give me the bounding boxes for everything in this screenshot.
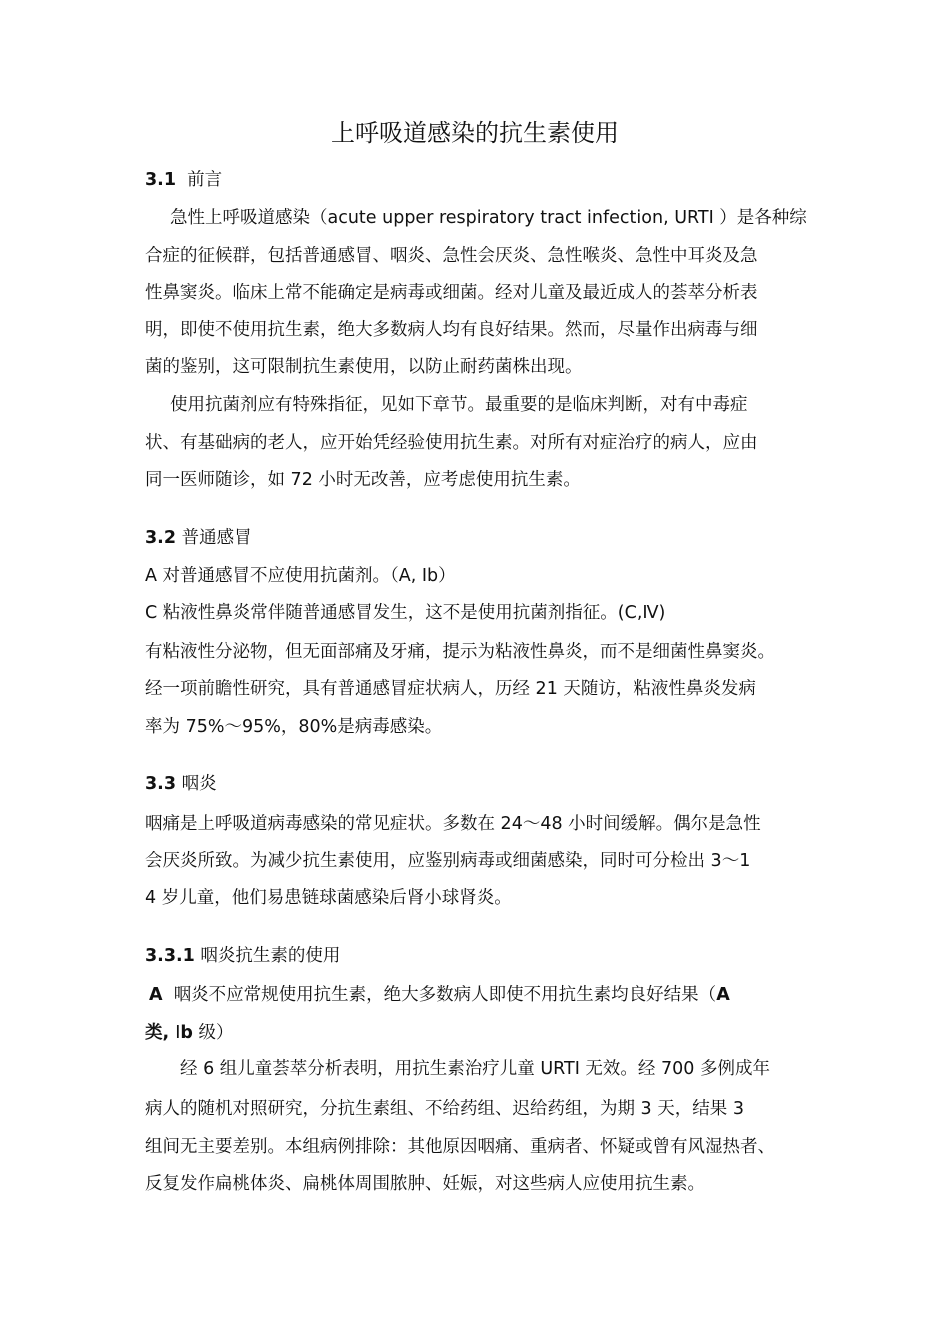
paragraph-line: 状、有基础病的老人，应开始凭经验使用抗生素。对所有对症治疗的病人，应由 — [145, 433, 758, 453]
section-heading-3-2 — [145, 525, 252, 551]
paragraph-line: 使用抗菌剂应有特殊指征，见如下章节。最重要的是临床判断，对有中毒症 — [170, 395, 748, 415]
paragraph-line: 经 6 组儿童荟萃分析表明，用抗生素治疗儿童 URTI 无效。经 700 多例成年 — [180, 1059, 770, 1079]
section-number: 3.1 — [145, 170, 177, 190]
paragraph-line: 4 岁儿童，他们易患链球菌感染后肾小球肾炎。 — [145, 888, 512, 908]
paragraph-line: 性鼻窦炎。临床上常不能确定是病毒或细菌。经对儿童及最近成人的荟萃分析表 — [145, 283, 758, 303]
document-title: 上呼吸道感染的抗生素使用 — [331, 119, 619, 147]
recommendation-line: C 粘液性鼻炎常伴随普通感冒发生，这不是使用抗菌剂指征。(C,Ⅳ) — [145, 603, 666, 623]
grade-text-c: b — [180, 1023, 193, 1043]
section-number: 3.3.1 — [145, 946, 195, 966]
section-title: 普通感冒 — [181, 528, 252, 548]
paragraph-line: 经一项前瞻性研究，具有普通感冒症状病人，历经 21 天随访，粘液性鼻炎发病 — [145, 679, 756, 699]
paragraph-line: 有粘液性分泌物，但无面部痛及牙痛，提示为粘液性鼻炎，而不是细菌性鼻窦炎。 — [145, 642, 775, 662]
section-title: 咽炎 — [181, 774, 217, 794]
paragraph-line: 明，即使不使用抗生素，绝大多数病人均有良好结果。然而，尽量作出病毒与细 — [145, 320, 758, 340]
grade-text-b: Ⅰ — [175, 1023, 181, 1043]
section-title: 咽炎抗生素的使用 — [200, 946, 341, 966]
paragraph-line: 病人的随机对照研究，分抗生素组、不给药组、迟给药组，为期 3 天，结果 3 — [145, 1099, 744, 1119]
paragraph-line: 合症的征候群，包括普通感冒、咽炎、急性会厌炎、急性喉炎、急性中耳炎及急 — [145, 246, 758, 266]
paragraph-line: 同一医师随诊，如 72 小时无改善，应考虑使用抗生素。 — [145, 470, 581, 490]
paragraph-line: 会厌炎所致。为减少抗生素使用，应鉴别病毒或细菌感染，同时可分检出 3～1 — [145, 851, 751, 871]
paragraph-line: 咽痛是上呼吸道病毒感染的常见症状。多数在 24～48 小时间缓解。偶尔是急性 — [145, 814, 761, 834]
grade-text-a: 类, — [145, 1023, 176, 1043]
recommendation-line — [149, 982, 730, 1008]
paragraph-line: 急性上呼吸道感染（acute upper respiratory tract infection, URTI ）是各种综 — [170, 208, 807, 228]
recommendation-text: 咽炎不应常规使用抗生素，绝大多数病人即使不用抗生素均良好结果（ — [173, 985, 717, 1005]
recommendation-line: A 对普通感冒不应使用抗菌剂。（A, Ⅰb） — [145, 566, 456, 586]
section-heading-3-3 — [145, 771, 217, 797]
recommendation-grade: A — [716, 985, 730, 1005]
section-heading-3-3-1 — [145, 943, 340, 969]
paragraph-line: 率为 75%～95%，80%是病毒感染。 — [145, 717, 443, 737]
section-number: 3.2 — [145, 528, 177, 548]
recommendation-letter: A — [149, 985, 163, 1005]
section-heading-3-1 — [145, 167, 222, 193]
paragraph-line: 反复发作扁桃体炎、扁桃体周围脓肿、妊娠，对这些病人应使用抗生素。 — [145, 1174, 705, 1194]
paragraph-line: 组间无主要差别。本组病例排除：其他原因咽痛、重病者、怀疑或曾有风湿热者、 — [145, 1137, 775, 1157]
section-title: 前言 — [187, 170, 223, 190]
paragraph-line: 菌的鉴别，这可限制抗生素使用，以防止耐药菌株出现。 — [145, 357, 583, 377]
recommendation-line-2 — [145, 1020, 234, 1046]
section-number: 3.3 — [145, 774, 177, 794]
grade-text-d: 级） — [192, 1023, 234, 1043]
